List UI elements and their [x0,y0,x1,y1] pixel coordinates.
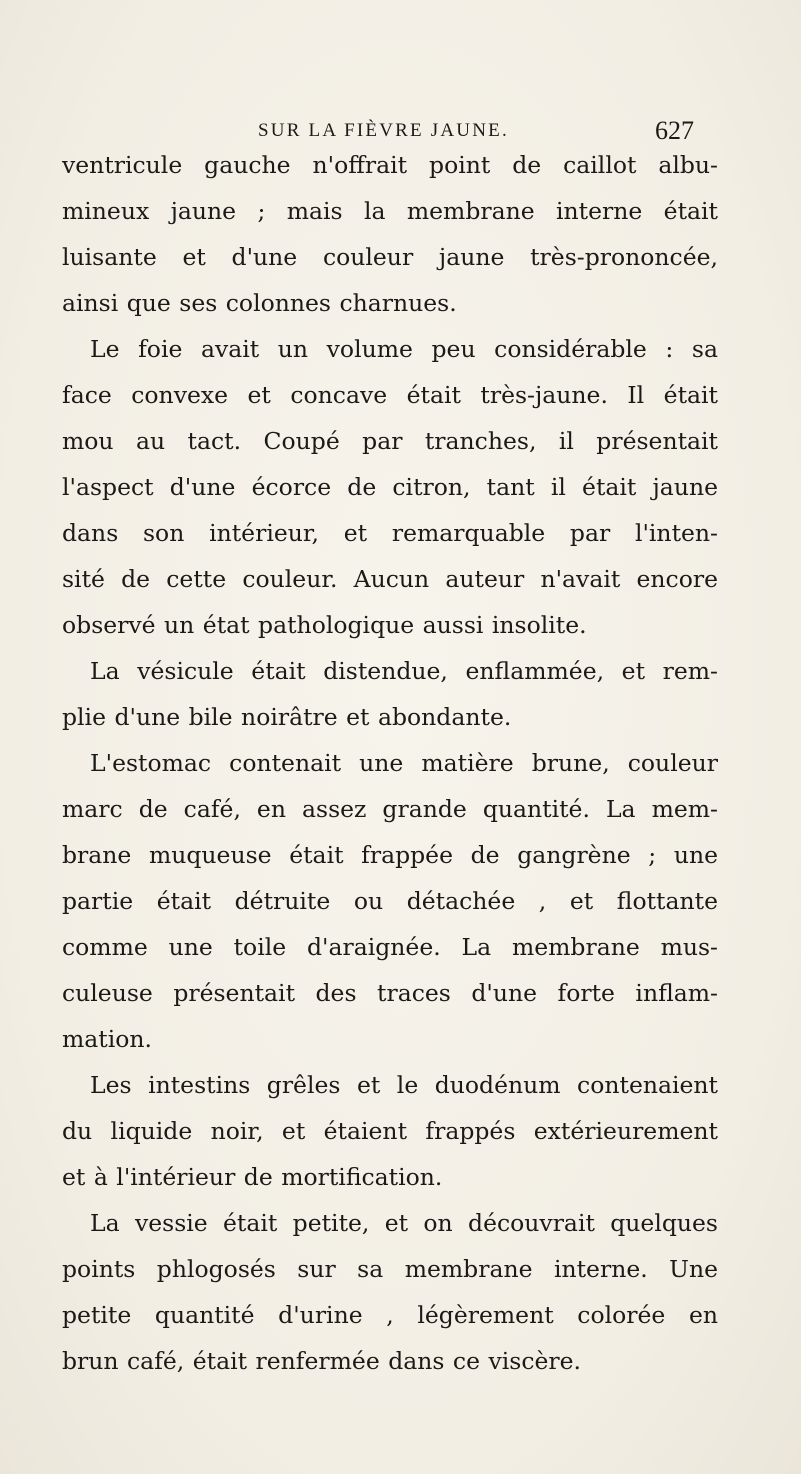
text-line: face convexe et concave était très-jaune. Il était [62,381,718,409]
text-line: plie d'une bile noirâtre et abondante. [62,703,512,731]
text-line: marc de café, en assez grande quantité. La mem- [62,795,718,823]
text-line: et à l'intérieur de mortification. [62,1163,443,1191]
text-line: La vésicule était distendue, enflammée, et rem- [90,657,718,685]
text-line: mou au tact. Coupé par tranches, il présentait [62,427,718,455]
text-line: comme une toile d'araignée. La membrane mus- [62,933,718,961]
text-line: mation. [62,1025,153,1053]
body-text [62,142,718,1384]
text-line: Le foie avait un volume peu considérable : sa [90,335,718,363]
page-number: 627 [655,116,694,145]
text-line: Les intestins grêles et le duodénum contenaient [90,1071,718,1099]
text-line: ventricule gauche n'offrait point de caillot albu- [62,151,718,179]
text-line: petite quantité d'urine , légèrement colorée en [62,1301,718,1329]
text-line: du liquide noir, et étaient frappés extérieurement [62,1117,718,1145]
text-line: ainsi que ses colonnes charnues. [62,289,457,317]
text-line: mineux jaune ; mais la membrane interne était [62,197,718,225]
text-line: observé un état pathologique aussi insolite. [62,611,587,639]
text-line: l'aspect d'une écorce de citron, tant il était jaune [62,473,718,501]
text-line: brane muqueuse était frappée de gangrène ; une [62,841,718,869]
text-line: La vessie était petite, et on découvrait quelques [90,1209,718,1237]
text-line: sité de cette couleur. Aucun auteur n'avait encore [62,565,718,593]
text-line: brun café, était renfermée dans ce viscère. [62,1347,581,1375]
text-line: luisante et d'une couleur jaune très-prononcée, [62,243,718,271]
text-line: dans son intérieur, et remarquable par l'inten- [62,519,718,547]
text-line: partie était détruite ou détachée , et flottante [62,887,718,915]
text-line: culeuse présentait des traces d'une forte inflam- [62,979,718,1007]
text-line: points phlogosés sur sa membrane interne. Une [62,1255,718,1283]
running-head: SUR LA FIÈVRE JAUNE. [258,120,509,141]
text-line: L'estomac contenait une matière brune, couleur [90,749,718,777]
